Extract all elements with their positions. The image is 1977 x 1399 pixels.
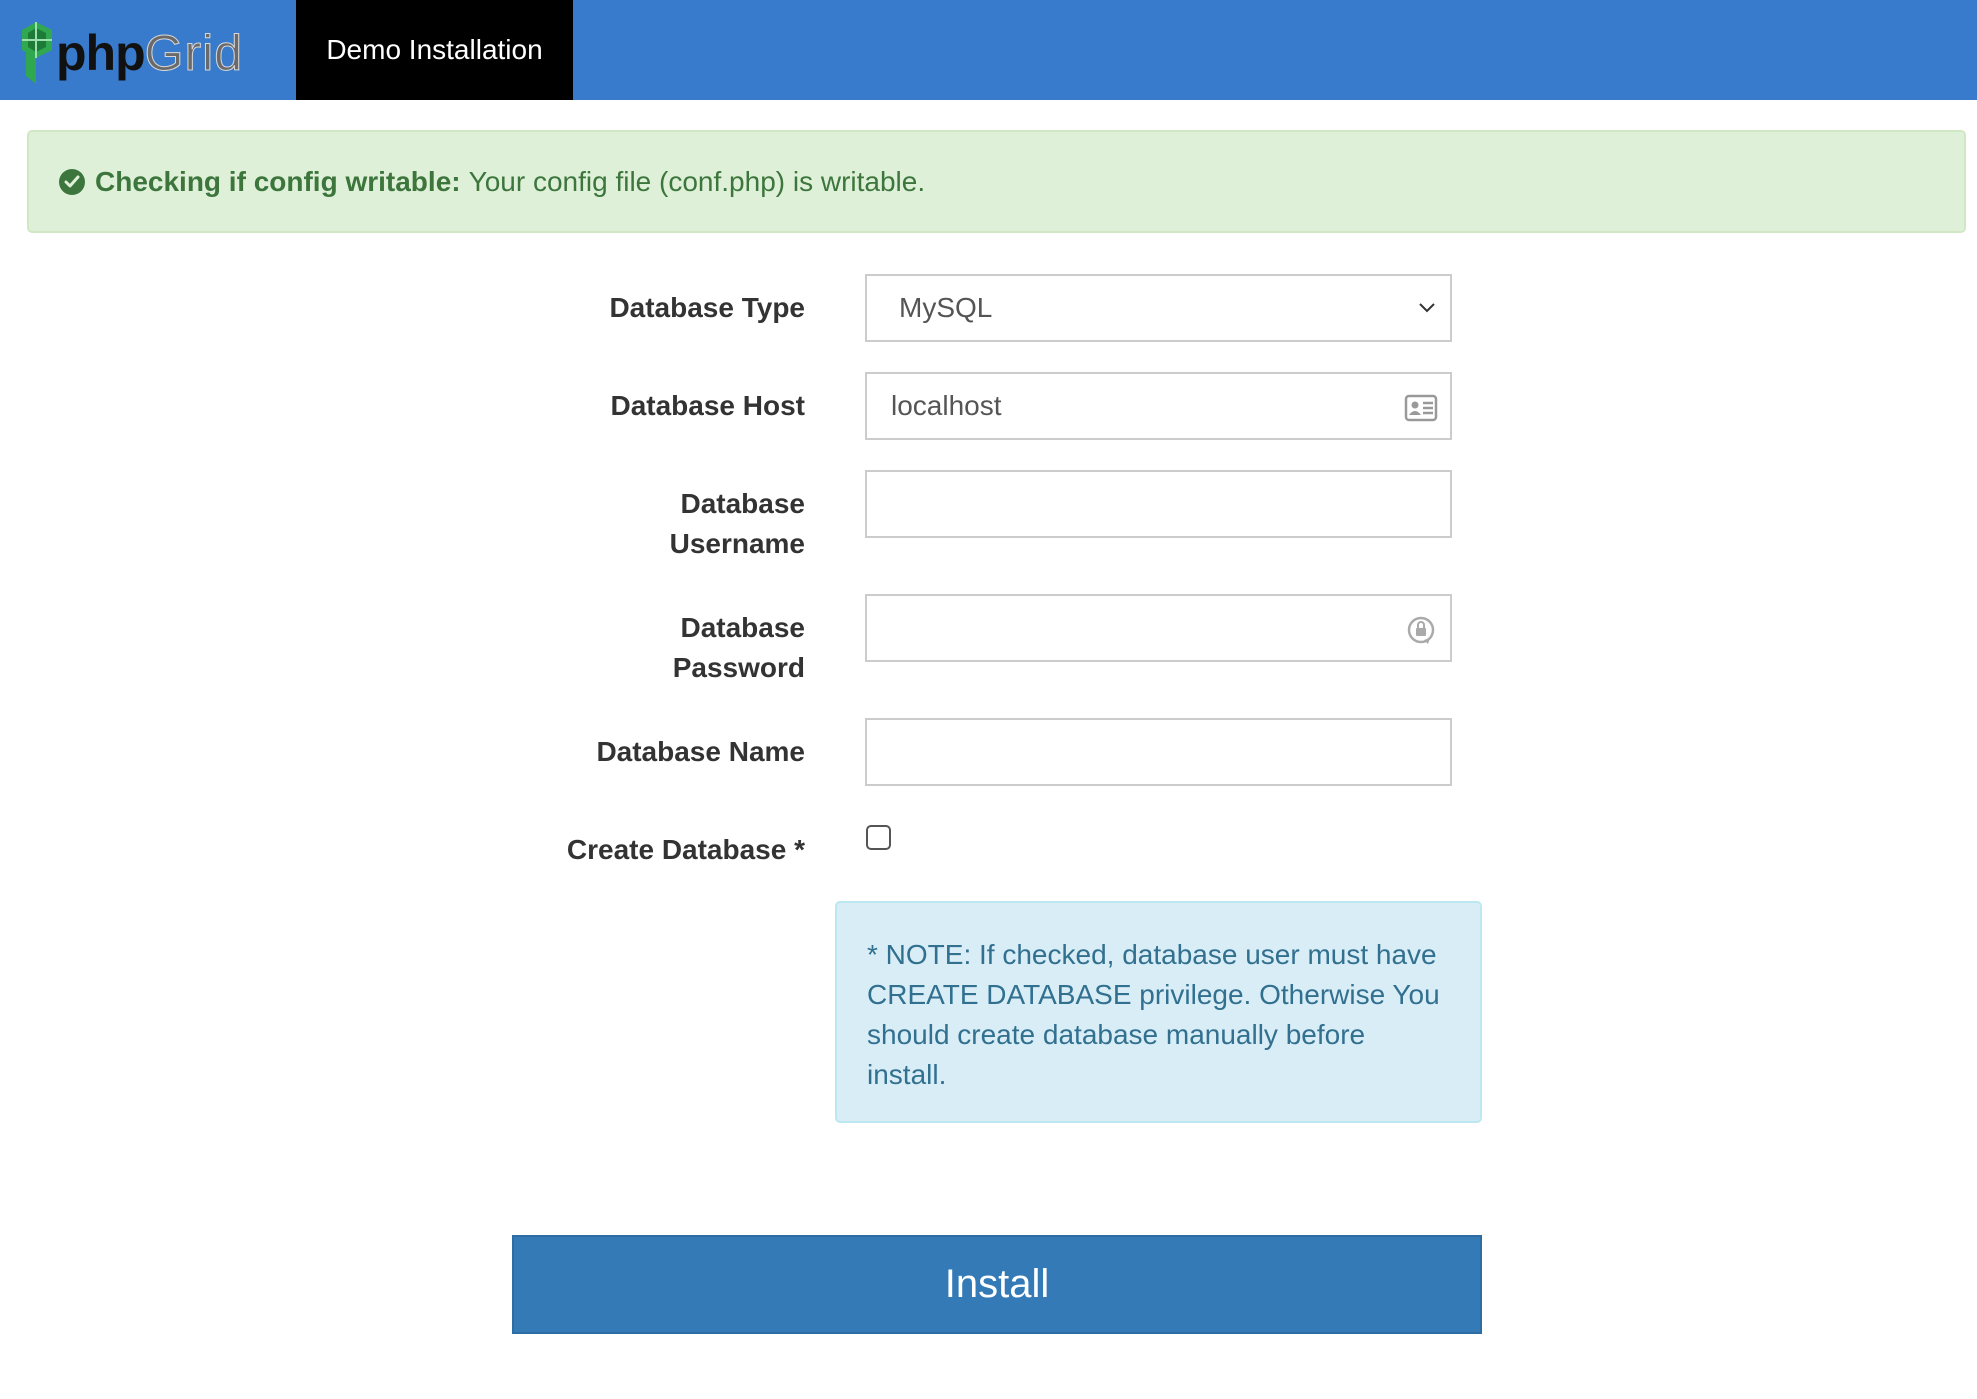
database-type-value: MySQL: [899, 292, 993, 323]
password-key-icon[interactable]: [1404, 614, 1438, 646]
phpgrid-logo[interactable]: [22, 22, 243, 84]
database-type-label: Database Type: [609, 292, 805, 323]
database-username-label-line1: Database: [680, 488, 805, 519]
logo-php-text: php: [56, 25, 145, 81]
alert-title: Checking if config writable:: [95, 165, 461, 197]
database-password-label-line2: Password: [672, 652, 805, 683]
database-host-value: localhost: [891, 390, 1002, 421]
database-password-input[interactable]: [865, 594, 1452, 662]
top-navbar: [0, 0, 1977, 100]
database-name-input[interactable]: [865, 718, 1452, 786]
database-type-select[interactable]: [865, 274, 1452, 342]
database-name-label: Database Name: [596, 736, 805, 767]
database-password-label-line1: Database: [680, 612, 805, 643]
database-host-label: Database Host: [610, 390, 805, 421]
create-database-note: * NOTE: If checked, database user must have CREATE DATABASE privilege. Otherwise You should create database manually before install.: [835, 901, 1482, 1123]
logo-grid-text: Grid: [144, 25, 244, 81]
database-username-label: [245, 484, 805, 564]
nav-tab-demo-installation[interactable]: Demo Installation: [296, 0, 573, 100]
chevron-down-icon: [1418, 302, 1436, 314]
database-host-input[interactable]: [865, 372, 1452, 440]
install-button[interactable]: Install: [512, 1235, 1482, 1334]
database-username-label-line2: Username: [669, 528, 805, 559]
create-database-checkbox[interactable]: [866, 825, 891, 850]
alert-message: Your config file (conf.php) is writable.: [468, 165, 926, 197]
create-database-label: Create Database *: [566, 834, 805, 865]
contact-card-icon[interactable]: [1404, 392, 1438, 424]
database-password-label: [245, 608, 805, 688]
database-username-input[interactable]: [865, 470, 1452, 538]
check-circle-icon: [59, 169, 85, 195]
config-writable-alert: [27, 130, 1966, 233]
